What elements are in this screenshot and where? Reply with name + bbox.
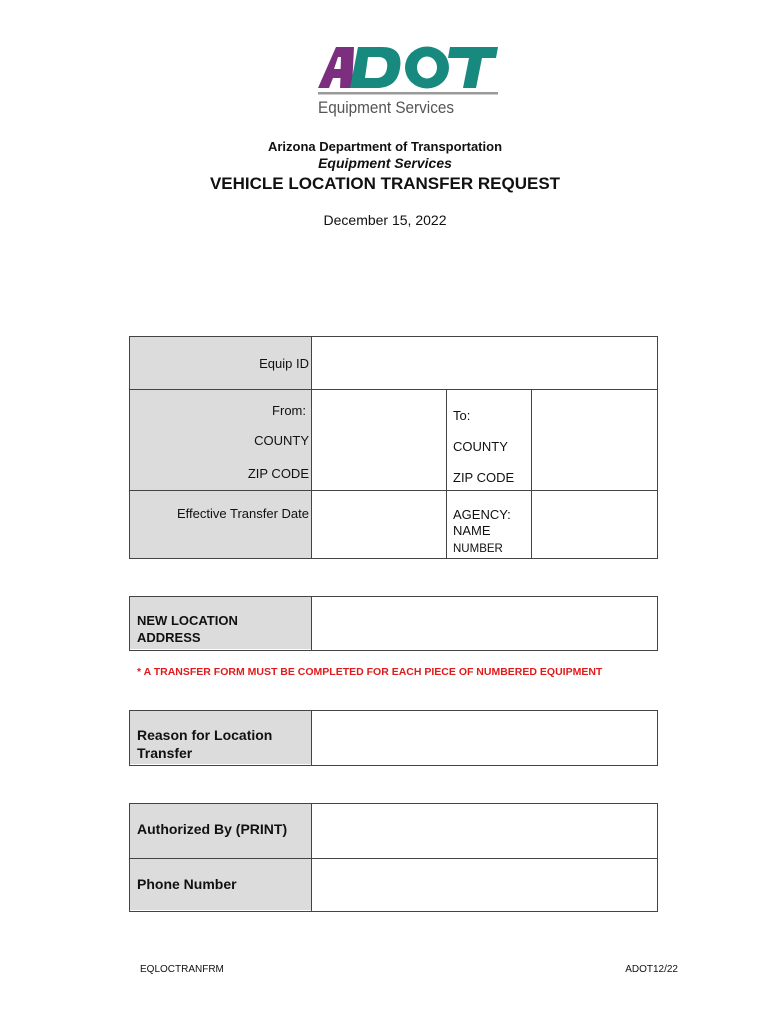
agency-label: AGENCY: <box>453 507 511 522</box>
new-location-label-line2: ADDRESS <box>137 630 201 645</box>
from-label: From: <box>272 403 306 418</box>
table-divider <box>129 858 658 859</box>
from-location-field[interactable] <box>313 391 445 489</box>
agency-name-label: NAME <box>453 523 491 538</box>
table-divider <box>311 710 312 765</box>
to-location-field[interactable] <box>533 391 655 489</box>
logo-underline <box>318 92 498 95</box>
to-county-label: COUNTY <box>453 439 508 454</box>
table-divider <box>311 336 312 558</box>
to-zip-label: ZIP CODE <box>453 470 515 485</box>
equip-id-field[interactable] <box>313 338 655 388</box>
table-divider <box>311 596 312 650</box>
new-location-label: NEW LOCATION <box>137 613 238 628</box>
authorized-by-field[interactable] <box>313 805 655 857</box>
reason-field[interactable] <box>313 712 655 763</box>
agency-field[interactable] <box>533 492 655 556</box>
table-divider <box>129 490 658 491</box>
phone-number-label: Phone Number <box>137 876 237 892</box>
form-code: EQLOCTRANFRM <box>140 964 224 975</box>
from-zip-label: ZIP CODE <box>247 466 309 481</box>
table-divider <box>311 803 312 911</box>
reason-label: Reason for Location <box>137 727 273 743</box>
from-county-label: COUNTY <box>254 433 309 448</box>
table-divider <box>446 389 447 558</box>
agency-number-label: NUMBER <box>453 543 503 555</box>
table-divider <box>531 389 532 558</box>
new-location-address-field[interactable] <box>313 598 655 648</box>
agency-name: Arizona Department of Transportation <box>267 139 503 154</box>
form-revision: ADOT12/22 <box>625 964 678 975</box>
logo-tagline: Equipment Services <box>318 98 454 117</box>
effective-date-field[interactable] <box>313 492 445 556</box>
logo-wordmark <box>318 47 498 89</box>
table-divider <box>129 389 658 390</box>
authorized-by-label: Authorized By (PRINT) <box>137 821 288 837</box>
effective-date-label: Effective Transfer Date <box>177 506 309 521</box>
document-date: December 15, 2022 <box>323 212 447 228</box>
page-title: VEHICLE LOCATION TRANSFER REQUEST <box>209 174 561 193</box>
reason-label-line2: Transfer <box>137 745 193 761</box>
division-name: Equipment Services <box>318 155 452 171</box>
phone-number-field[interactable] <box>313 860 655 909</box>
warning-note: * A TRANSFER FORM MUST BE COMPLETED FOR EACH PIECE OF NUMBERED EQUIPMENT <box>137 666 603 678</box>
to-label: To: <box>453 408 471 423</box>
adot-logo <box>316 44 500 118</box>
equip-id-label: Equip ID <box>259 356 309 371</box>
